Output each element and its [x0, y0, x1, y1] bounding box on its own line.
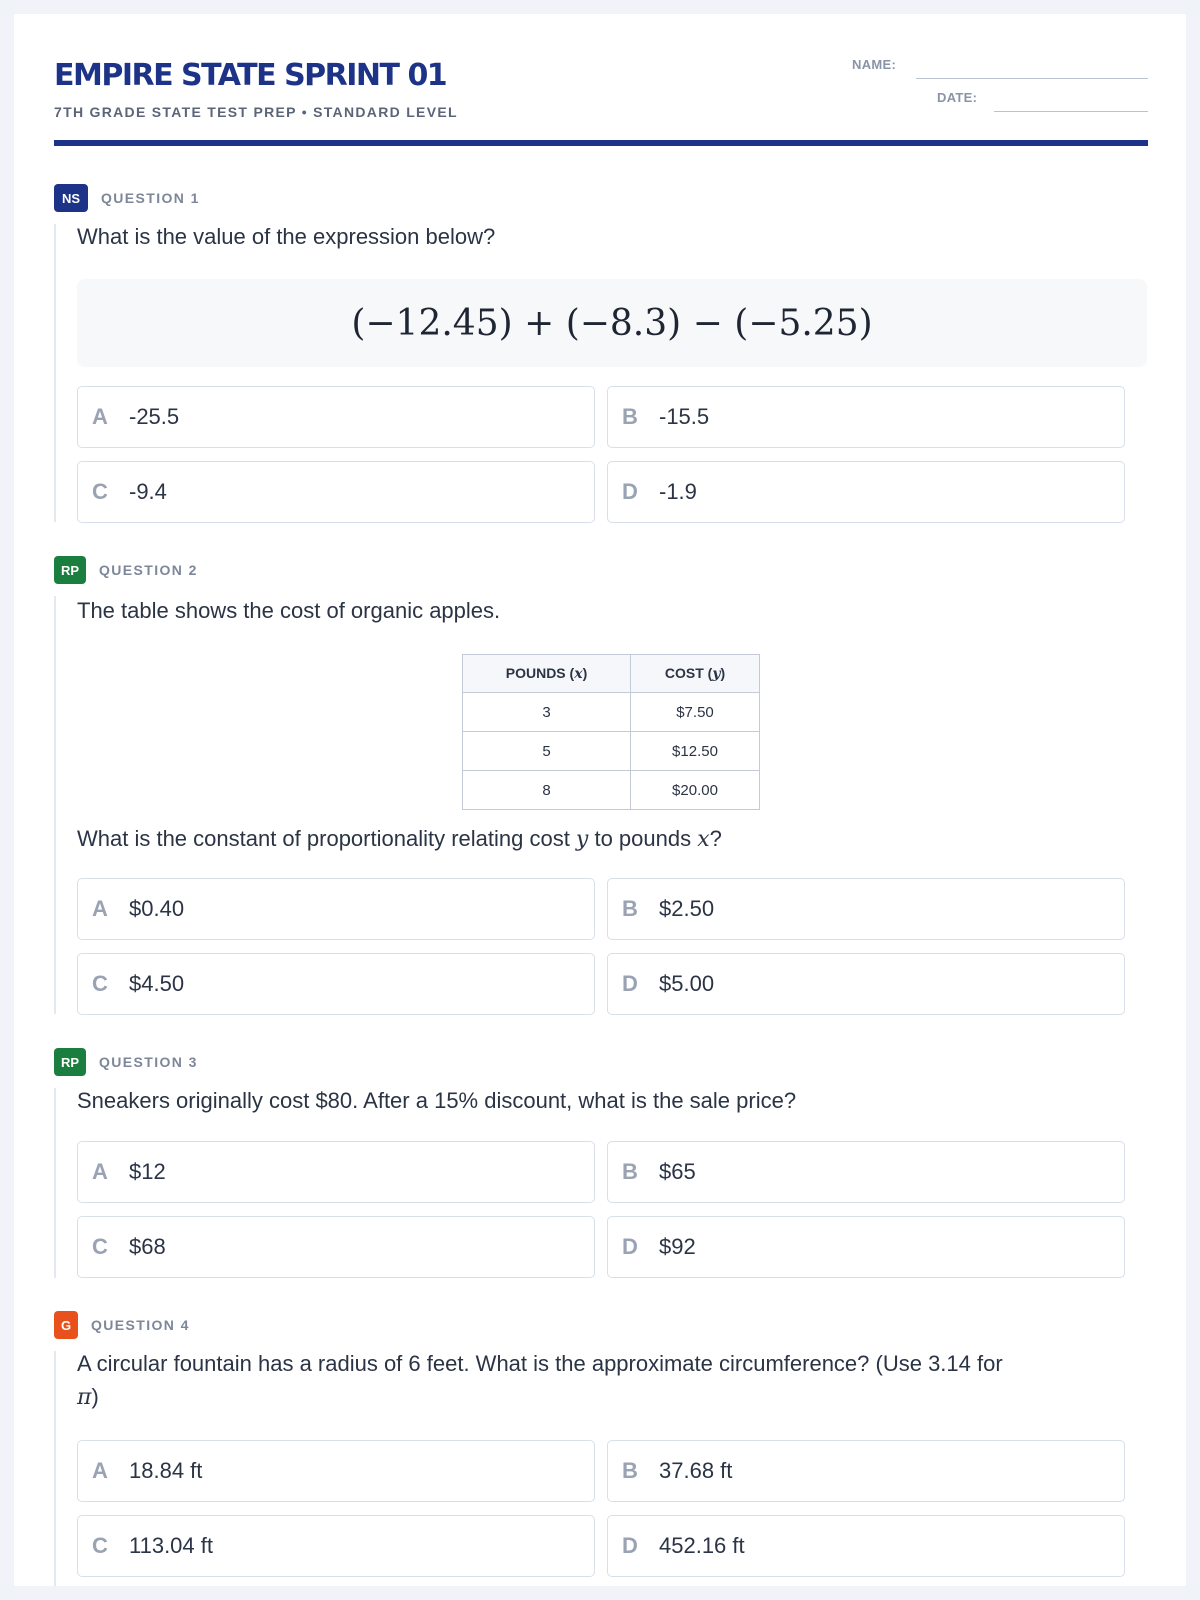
- question-4-text-end: ): [91, 1384, 99, 1409]
- table-cell: $12.50: [631, 732, 760, 771]
- table-row: [463, 771, 760, 810]
- variable-y: y: [575, 827, 589, 852]
- worksheet-subtitle: 7TH GRADE STATE TEST PREP • STANDARD LEVEL: [54, 104, 458, 120]
- choice-letter: C: [92, 1234, 108, 1259]
- choice-text: -9.4: [129, 479, 167, 504]
- choice-letter: B: [622, 1458, 638, 1483]
- header-text: POUNDS (: [505, 665, 575, 681]
- header-text: COST (: [664, 665, 713, 681]
- question-2-choice-d[interactable]: [607, 953, 1125, 1015]
- header-variable: x: [574, 666, 583, 682]
- choice-text: -1.9: [659, 479, 697, 504]
- question-1-label: QUESTION 1: [101, 190, 200, 206]
- choice-letter: D: [622, 1533, 638, 1558]
- choice-text: $5.00: [659, 971, 715, 996]
- question-4-choice-d[interactable]: [607, 1515, 1125, 1577]
- header-divider: [54, 140, 1148, 146]
- question-2-followup: [77, 822, 1147, 856]
- table-header-cost: [631, 655, 760, 693]
- worksheet: [14, 14, 1186, 1586]
- question-3-choice-c[interactable]: [77, 1216, 595, 1278]
- question-1-choice-a[interactable]: [77, 386, 595, 448]
- question-3-header: [54, 1048, 198, 1076]
- name-label: NAME:: [852, 57, 897, 72]
- choice-letter: C: [92, 479, 108, 504]
- question-2-text: The table shows the cost of organic apples.: [77, 598, 501, 623]
- table-cell: $20.00: [631, 771, 760, 810]
- choice-text: 37.68 ft: [659, 1458, 733, 1483]
- choice-letter: A: [92, 896, 108, 921]
- worksheet-title: EMPIRE STATE SPRINT 01: [54, 58, 447, 93]
- choice-text: $2.50: [659, 896, 715, 921]
- table-cell: $7.50: [631, 693, 760, 732]
- choice-letter: B: [622, 1159, 638, 1184]
- header-text: ): [720, 665, 726, 681]
- question-1-domain-badge: NS: [54, 184, 88, 212]
- question-4-accent-bar: [54, 1351, 56, 1586]
- choice-text: $65: [659, 1159, 696, 1184]
- question-3-domain-badge: RP: [54, 1048, 86, 1076]
- question-2-accent-bar: [54, 596, 56, 1014]
- choice-letter: C: [92, 1533, 108, 1558]
- name-field[interactable]: [916, 78, 1148, 79]
- question-2-label: QUESTION 2: [99, 562, 198, 578]
- choice-text: 113.04 ft: [129, 1533, 213, 1558]
- question-3-text: Sneakers originally cost $80. After a 15% discount, what is the sale price?: [77, 1088, 797, 1113]
- question-1-choice-b[interactable]: [607, 386, 1125, 448]
- choice-text: $4.50: [129, 971, 185, 996]
- header-text: ): [582, 665, 588, 681]
- table-cell: 8: [463, 771, 631, 810]
- question-4-text: [77, 1347, 1147, 1414]
- question-2-header: [54, 556, 198, 584]
- date-label: DATE:: [937, 90, 978, 105]
- choice-text: $12: [129, 1159, 166, 1184]
- choice-text: $68: [129, 1234, 166, 1259]
- choice-letter: A: [92, 1458, 108, 1483]
- choice-letter: D: [622, 971, 638, 996]
- question-2-choice-c[interactable]: [77, 953, 595, 1015]
- question-1-choice-d[interactable]: [607, 461, 1125, 523]
- question-2-domain-badge: RP: [54, 556, 86, 584]
- choice-letter: D: [622, 1234, 638, 1259]
- question-3-choice-d[interactable]: [607, 1216, 1125, 1278]
- question-4-choice-b[interactable]: [607, 1440, 1125, 1502]
- question-2-choice-a[interactable]: [77, 878, 595, 940]
- choice-text: $92: [659, 1234, 696, 1259]
- header-variable: y: [712, 666, 721, 682]
- choice-letter: D: [622, 479, 638, 504]
- followup-text: What is the constant of proportionality relating cost: [77, 826, 576, 851]
- question-4-label: QUESTION 4: [91, 1317, 190, 1333]
- choice-text: 452.16 ft: [659, 1533, 745, 1558]
- choice-letter: A: [92, 404, 108, 429]
- choice-letter: C: [92, 971, 108, 996]
- question-1-accent-bar: [54, 224, 56, 522]
- choice-text: 18.84 ft: [129, 1458, 203, 1483]
- question-3-choice-b[interactable]: [607, 1141, 1125, 1203]
- choice-text: -25.5: [129, 404, 180, 429]
- table-row: [463, 732, 760, 771]
- choice-text: -15.5: [659, 404, 710, 429]
- question-2-choice-b[interactable]: [607, 878, 1125, 940]
- question-3-choice-a[interactable]: [77, 1141, 595, 1203]
- table-row: [463, 693, 760, 732]
- question-4-domain-badge: G: [54, 1311, 78, 1339]
- question-3-label: QUESTION 3: [99, 1054, 198, 1070]
- table-header-pounds: [463, 655, 631, 693]
- choice-letter: B: [622, 404, 638, 429]
- question-1-expression: (−12.45) + (−8.3) − (−5.25): [77, 279, 1147, 367]
- followup-text: to pounds: [588, 826, 698, 851]
- question-1-text: What is the value of the expression below?: [77, 224, 496, 249]
- question-3-accent-bar: [54, 1088, 56, 1278]
- variable-x: x: [697, 827, 710, 852]
- question-4-choice-c[interactable]: [77, 1515, 595, 1577]
- choice-letter: B: [622, 896, 638, 921]
- question-4-text-main: A circular fountain has a radius of 6 feet. What is the approximate circumference? (Use 3.14 for: [77, 1351, 1003, 1376]
- question-4-header: [54, 1311, 190, 1339]
- table-cell: 5: [463, 732, 631, 771]
- question-4-choice-a[interactable]: [77, 1440, 595, 1502]
- table-cell: 3: [463, 693, 631, 732]
- date-field[interactable]: [994, 111, 1148, 112]
- worksheet-header: [54, 58, 1148, 120]
- choice-letter: A: [92, 1159, 108, 1184]
- pi-symbol: π: [77, 1385, 92, 1410]
- followup-text: ?: [709, 826, 722, 851]
- question-1-choice-c[interactable]: [77, 461, 595, 523]
- choice-text: $0.40: [129, 896, 185, 921]
- question-2-table: [462, 654, 760, 810]
- question-1-header: [54, 184, 200, 212]
